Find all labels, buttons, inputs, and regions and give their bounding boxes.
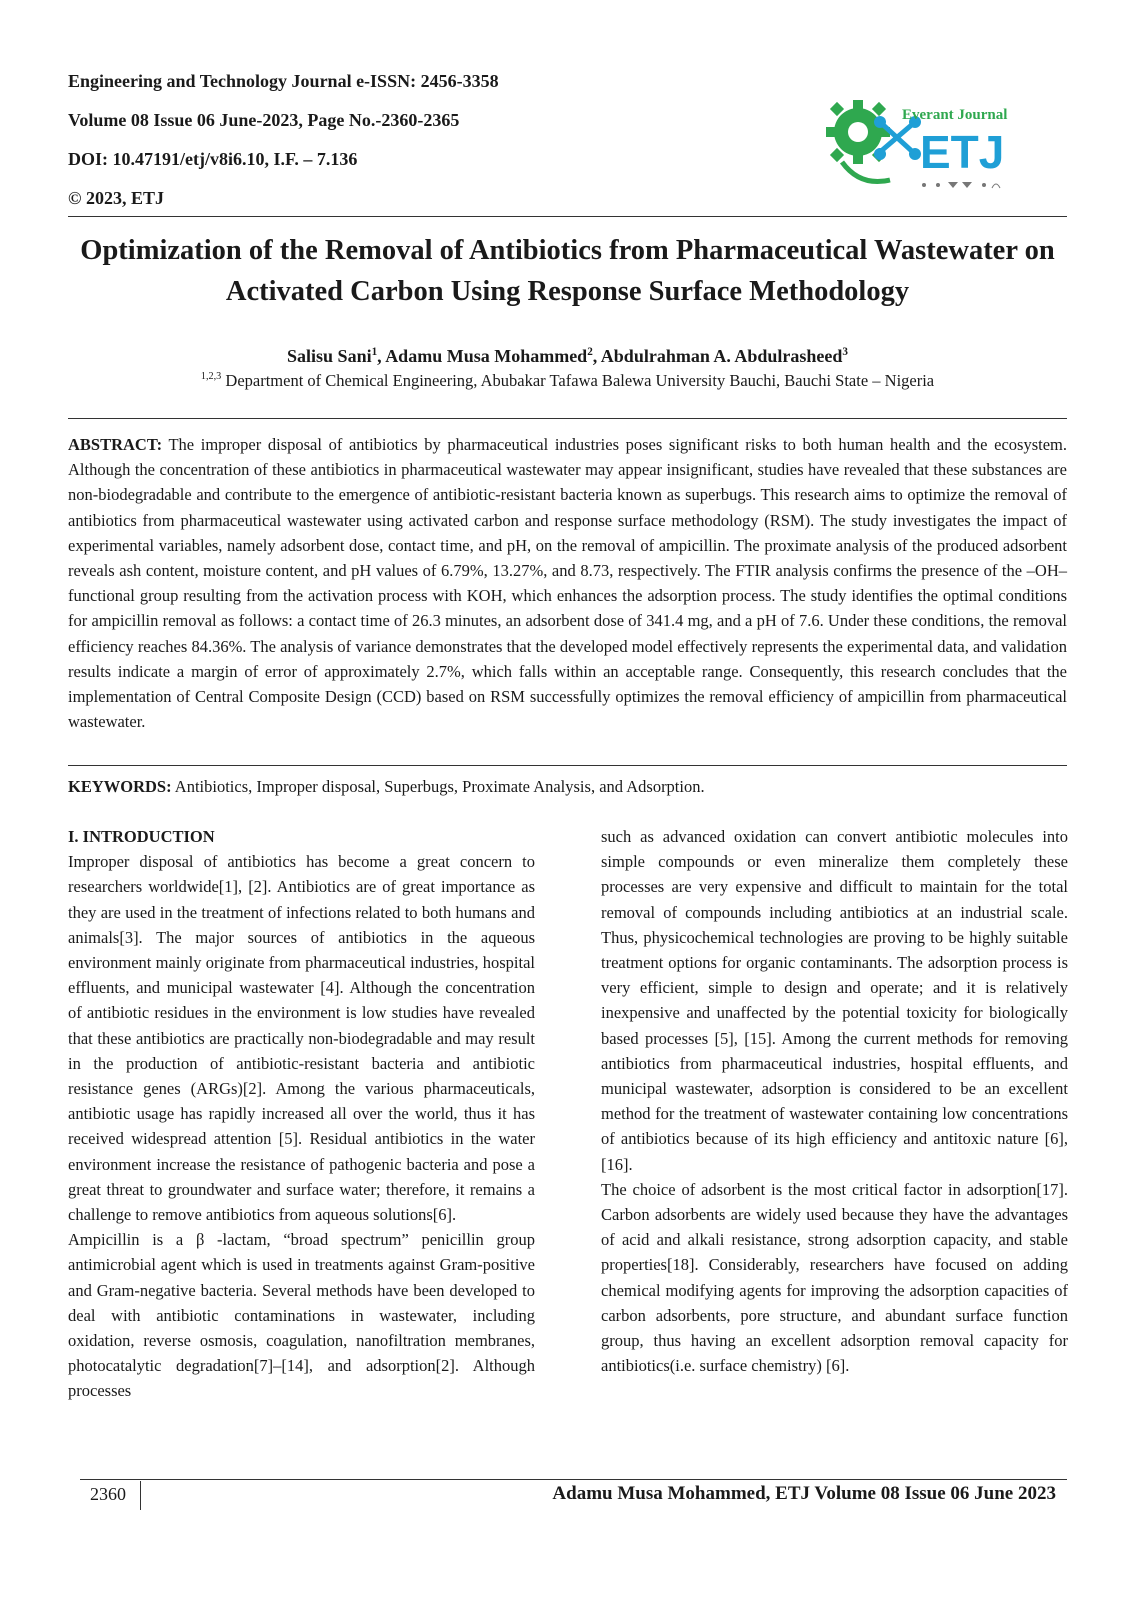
- abstract-text: The improper disposal of antibiotics by pharmaceutical industries poses significant risks to both human health and the ecosystem. Although the concentration of these antibiotics in pharmaceutical wastewater may appear insignificant, studies have revealed that these substances are non-biodegradable and contribute to the emergence of antibiotic-resistant bacteria known as superbugs. This research aims to optimize the removal of antibiotics from pharmaceutical wastewater using activated carbon and response surface methodology (RSM). The study investigates the impact of experimental variables, namely adsorbent dose, contact time, and pH, on the removal of ampicillin. The proximate analysis of the produced adsorbent reveals ash content, moisture content, and pH values of 6.79%, 13.27%, and 8.73, respectively. The FTIR analysis confirms the presence of the –OH– functional group resulting from the activation process with KOH, which enhances the adsorption process. The study identifies the optimal conditions for ampicillin removal as follows: a contact time of 26.3 minutes, an adsorbent dose of 341.4 mg, and a pH of 7.6. Under these conditions, the removal efficiency reaches 84.36%. The analysis of variance demonstrates that the developed model effectively represents the experimental data, and validation results indicate a margin of error of approximately 2.7%, which falls within an acceptable range. Consequently, this research concludes that the implementation of Central Composite Design (CCD) based on RSM successfully optimizes the removal efficiency of ampicillin from pharmaceutical wastewater.: [68, 435, 1067, 732]
- body-paragraph: The choice of adsorbent is the most critical factor in adsorption[17]. Carbon adsorbents are widely used because they have the advantages of acid and alkali resistance, strong adsorption capacity, and stable properties[18]. Considerably, researchers have focused on adding chemical modifying agents for improving the adsorption capacities of carbon adsorbents, pore structure, and abundant surface function group, thus having an excellent adsorption removal capacity for antibiotics(i.e. surface chemistry) [6].: [601, 1179, 1068, 1376]
- page-number-divider: [140, 1481, 141, 1510]
- keywords-label: KEYWORDS:: [68, 777, 172, 796]
- volume-issue-pages: Volume 08 Issue 06 June-2023, Page No.-2360-2365: [68, 110, 460, 130]
- author: Adamu Musa Mohammed$^2$,: [385, 346, 601, 366]
- author: Abdulrahman A. Abdulrasheed$^3$: [600, 346, 848, 366]
- doi-impact-factor: DOI: 10.47191/etj/v8i6.10, I.F. – 7.136: [68, 149, 358, 169]
- running-footer: Adamu Musa Mohammed, ETJ Volume 08 Issue 06 June 2023: [552, 1483, 1056, 1504]
- author: Salisu Sani$^1$,: [287, 346, 386, 366]
- paper-title: Optimization of the Removal of Antibiotics from Pharmaceutical Wastewater on Activated Carbon Using Response Surface Methodology: [80, 235, 1055, 307]
- header-rule: [68, 216, 1067, 217]
- logo-footer-marks-icon: [922, 182, 1000, 188]
- etj-logo: [820, 92, 1040, 202]
- body-paragraph: such as advanced oxidation can convert antibiotic molecules into simple compounds or even mineralize them completely these processes are very expensive and difficult to maintain for the total removal of compounds including antibiotics at an industrial scale. Thus, physicochemical technologies are proving to be highly suitable treatment options for organic contaminants. The adsorption process is very efficient, simple to design and operate; and it is relatively inexpensive and unaffected by the potential toxicity for biologically based processes [5], [15]. Among the current methods for removing antibiotics from pharmaceutical industries, hospital effluents, and municipal wastewater, adsorption is considered to be an excellent method for the treatment of wastewater containing low concentrations of antibiotics because of its high efficiency and antitoxic nature [6], [16].: [601, 827, 1068, 1174]
- logo-journal-text: Everant Journal: [902, 107, 1008, 123]
- page-number: 2360: [90, 1484, 126, 1504]
- footer-rule: [80, 1479, 1067, 1480]
- abstract-label: ABSTRACT:: [68, 435, 163, 454]
- abstract-bottom-rule: [68, 765, 1067, 766]
- body-paragraph: Ampicillin is a β -lactam, “broad spectrum” penicillin group antimicrobial agent which is used in treatments against Gram-positive and Gram-negative bacteria. Several methods have been developed to deal with antibiotic contaminations in wastewater, including oxidation, reverse osmosis, coagulation, nanofiltration membranes, photocatalytic degradation[7]–[14], and adsorption[2]. Although processes: [68, 1230, 535, 1401]
- keywords: [68, 776, 1067, 798]
- left-column: [68, 824, 535, 1404]
- abstract: [68, 432, 1067, 734]
- copyright-notice: © 2023, ETJ: [68, 188, 164, 208]
- affiliation: $^{1,2,3}$ Department of Chemical Engineering, Abubakar Tafawa Balewa University Bauchi, Bauchi State – Nigeria: [200, 371, 935, 390]
- keywords-text: Antibiotics, Improper disposal, Superbugs, Proximate Analysis, and Adsorption.: [171, 777, 705, 796]
- journal-name-issn: Engineering and Technology Journal e-ISSN: 2456-3358: [68, 71, 499, 91]
- section-heading: I. INTRODUCTION: [68, 827, 215, 846]
- author-list: [68, 345, 1067, 367]
- body-paragraph: Improper disposal of antibiotics has become a great concern to researchers worldwide[1], [2]. Antibiotics are of great importance as they are used in the treatment of infections related to both humans and animals[3]. The major sources of antibiotics in the aqueous environment mainly originate from pharmaceutical industries, hospital effluents, and municipal wastewater [4]. Although the concentration of antibiotic residues in the environment is low studies have revealed that these antibiotics are practically non-biodegradable and may result in the production of antibiotic-resistant bacteria and antibiotic resistance genes (ARGs)[2]. Among the various pharmaceuticals, antibiotic usage has rapidly increased all over the world, thus it has received widespread attention [5]. Residual antibiotics in the water environment increase the resistance of pathogenic bacteria and pose a great threat to groundwater and surface water; therefore, it remains a challenge to remove antibiotics from aqueous solutions[6].: [68, 852, 535, 1225]
- right-column: [601, 824, 1068, 1378]
- abstract-top-rule: [68, 418, 1067, 419]
- logo-etj-text: ETJ: [920, 126, 1005, 178]
